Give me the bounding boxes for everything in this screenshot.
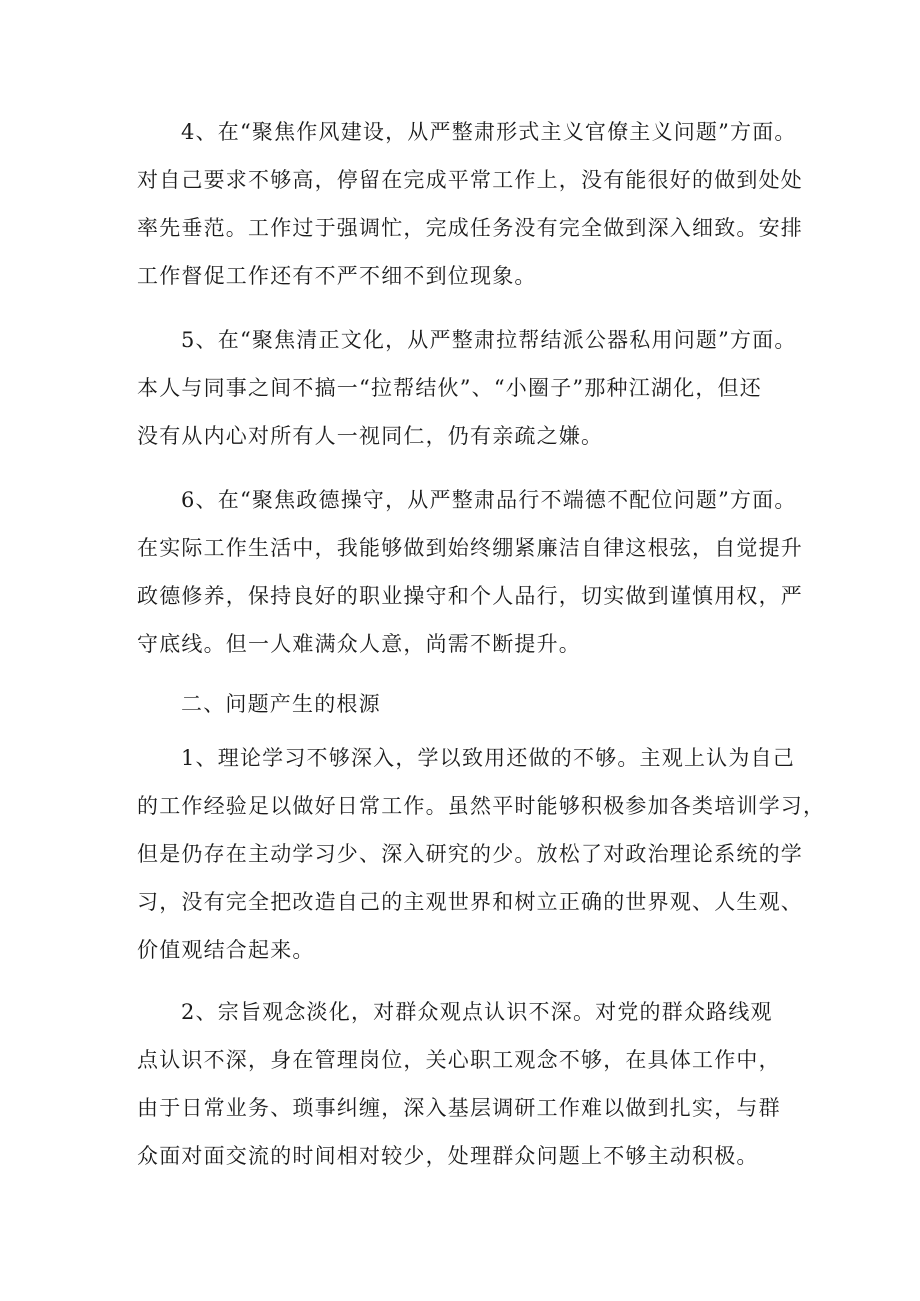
- paragraph-line: 4、在“聚焦作风建设，从严整肃形式主义官僚主义问题”方面。: [181, 120, 797, 144]
- paragraph-line: 1、理论学习不够深入，学以致用还做的不够。主观上认为自己: [181, 746, 795, 770]
- paragraph-line: 在实际工作生活中，我能够做到始终绷紧廉洁自律这根弦，自觉提升: [137, 536, 803, 560]
- paragraph-line: 政德修养，保持良好的职业操守和个人品行，切实做到谨慎用权，严: [137, 584, 803, 608]
- paragraph-line: 6、在“聚焦政德操守，从严整肃品行不端德不配位问题”方面。: [181, 488, 797, 512]
- paragraph-line: 对自己要求不够高，停留在完成平常工作上，没有能很好的做到处处: [137, 168, 803, 192]
- paragraph-line: 工作督促工作还有不严不细不到位现象。: [137, 264, 537, 288]
- paragraph-line: 点认识不深，身在管理岗位，关心职工观念不够，在具体工作中，: [137, 1048, 781, 1072]
- paragraph-line: 但是仍存在主动学习少、深入研究的少。放松了对政治理论系统的学: [137, 842, 803, 866]
- paragraph-line: 5、在“聚焦清正文化，从严整肃拉帮结派公器私用问题”方面。: [181, 328, 797, 352]
- paragraph-line: 没有从内心对所有人一视同仁，仍有亲疏之嫌。: [137, 424, 604, 448]
- paragraph-line: 2、宗旨观念淡化，对群众观点认识不深。对党的群众路线观: [181, 1000, 773, 1024]
- paragraph-line: 守底线。但一人难满众人意，尚需不断提升。: [137, 632, 581, 656]
- paragraph-line: 习，没有完全把改造自己的主观世界和树立正确的世界观、人生观、: [137, 890, 803, 914]
- section-heading-text: 二、问题产生的根源: [181, 692, 381, 716]
- paragraph-line: 率先垂范。工作过于强调忙，完成任务没有完全做到深入细致。安排: [137, 216, 803, 240]
- paragraph-line: 本人与同事之间不搞一“拉帮结伙”、“小圈子”那种江湖化，但还: [137, 376, 762, 400]
- paragraph-line: 的工作经验足以做好日常工作。虽然平时能够积极参加各类培训学习，: [137, 794, 826, 818]
- paragraph-line: 价值观结合起来。: [137, 938, 315, 962]
- paragraph-line: 由于日常业务、琐事纠缠，深入基层调研工作难以做到扎实，与群: [137, 1096, 781, 1120]
- paragraph-line: 众面对面交流的时间相对较少，处理群众问题上不够主动积极。: [137, 1144, 759, 1168]
